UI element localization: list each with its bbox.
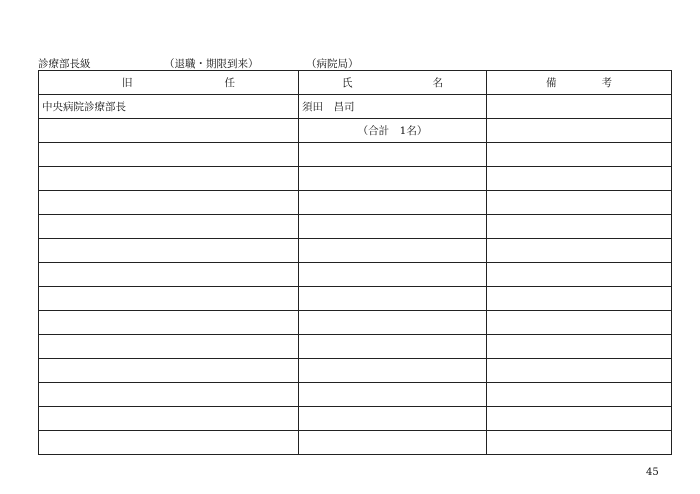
page-number: 45 [646,467,659,478]
department-label: （病院局） [306,58,359,70]
table-row [39,167,672,191]
table-row [39,311,672,335]
table-row [39,215,672,239]
table-row [39,359,672,383]
table-row [39,263,672,287]
name-cell: 須田 昌司 [299,95,487,119]
empty-cell [39,359,299,383]
empty-cell [487,407,672,431]
empty-cell [487,167,672,191]
table-header-row [39,71,672,95]
empty-cell [39,311,299,335]
empty-cell [39,215,299,239]
empty-cell [487,263,672,287]
empty-cell [487,287,672,311]
old-position-cell: 中央病院診療部長 [39,95,299,119]
empty-cell [487,359,672,383]
empty-cell [299,215,487,239]
old-position-cell [39,119,299,143]
table-row [39,431,672,455]
empty-cell [487,311,672,335]
empty-cell [299,263,487,287]
reason-label: （退職・期限到来） [164,58,259,70]
empty-cell [299,239,487,263]
column-header-char: 備 [546,77,557,89]
empty-cell [487,431,672,455]
remarks-cell [487,119,672,143]
empty-cell [39,191,299,215]
empty-cell [487,239,672,263]
empty-cell [39,167,299,191]
empty-cell [39,335,299,359]
empty-cell [487,335,672,359]
column-header-remarks [487,71,672,95]
empty-cell [299,143,487,167]
total-count-cell: （合計 1名） [299,119,487,143]
empty-cell [39,383,299,407]
empty-cell [39,263,299,287]
table-row [39,143,672,167]
table-row [39,287,672,311]
position-level-title: 診療部長級 [38,58,91,70]
empty-cell [299,407,487,431]
empty-cell [39,239,299,263]
empty-cell [39,431,299,455]
table-row [39,407,672,431]
table-row [39,239,672,263]
remarks-cell [487,95,672,119]
column-header-char: 旧 [122,77,133,89]
personnel-table [38,70,672,455]
column-header-char: 考 [601,77,612,89]
empty-cell [487,191,672,215]
table-row [39,191,672,215]
empty-cell [487,383,672,407]
empty-cell [487,215,672,239]
empty-cell [299,359,487,383]
table-row [39,383,672,407]
column-header-old-position [39,71,299,95]
empty-cell [39,407,299,431]
empty-cell [299,311,487,335]
empty-cell [299,167,487,191]
table-row [39,335,672,359]
empty-cell [299,335,487,359]
empty-cell [487,143,672,167]
column-header-char: 名 [432,77,443,89]
empty-cell [39,143,299,167]
table-row [39,119,672,143]
empty-cell [299,383,487,407]
empty-cell [299,191,487,215]
document-header [38,56,670,70]
column-header-name [299,71,487,95]
table-row [39,95,672,119]
column-header-char: 任 [224,77,235,89]
empty-cell [299,287,487,311]
empty-cell [39,287,299,311]
empty-cell [299,431,487,455]
column-header-char: 氏 [342,77,353,89]
